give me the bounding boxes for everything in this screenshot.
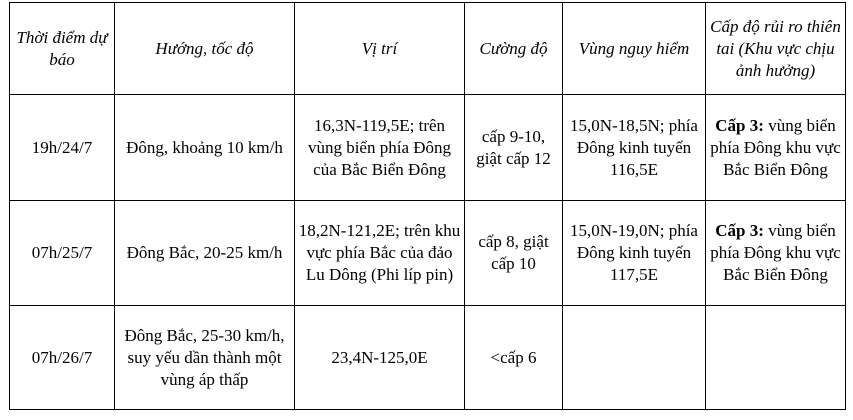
table-row (10, 306, 846, 410)
risk-area: vùng biển phía Đông khu vực Bắc Biển Đông (710, 115, 841, 179)
table-row (10, 95, 846, 201)
cell-danger-zone: 15,0N-18,5N; phía Đông kinh tuyến 116,5E (563, 95, 706, 201)
cell-risk (706, 306, 846, 410)
header-danger-zone: Vùng nguy hiểm (563, 3, 706, 95)
header-risk: Cấp độ rủi ro thiên tai (Khu vực chịu ảnh hưởng) (706, 3, 846, 95)
forecast-table (9, 2, 846, 410)
cell-direction: Đông, khoảng 10 km/h (115, 95, 295, 201)
header-time: Thời điểm dự báo (10, 3, 115, 95)
cell-position: 23,4N-125,0E (295, 306, 465, 410)
cell-time: 07h/26/7 (10, 306, 115, 410)
cell-time: 19h/24/7 (10, 95, 115, 201)
risk-level: Cấp 3: (715, 115, 764, 135)
header-position: Vị trí (295, 3, 465, 95)
cell-position: 16,3N-119,5E; trên vùng biển phía Đông của Bắc Biển Đông (295, 95, 465, 201)
header-direction: Hướng, tốc độ (115, 3, 295, 95)
cell-intensity: <cấp 6 (465, 306, 563, 410)
cell-direction: Đông Bắc, 25-30 km/h, suy yếu dần thành một vùng áp thấp (115, 306, 295, 410)
cell-risk (706, 95, 846, 201)
cell-intensity: cấp 9-10, giật cấp 12 (465, 95, 563, 201)
table-row (10, 201, 846, 306)
cell-time: 07h/25/7 (10, 201, 115, 306)
cell-position: 18,2N-121,2E; trên khu vực phía Bắc của đảo Lu Dông (Phi líp pin) (295, 201, 465, 306)
cell-intensity: cấp 8, giật cấp 10 (465, 201, 563, 306)
cell-danger-zone: 15,0N-19,0N; phía Đông kinh tuyến 117,5E (563, 201, 706, 306)
cell-danger-zone (563, 306, 706, 410)
header-row (10, 3, 846, 95)
cell-direction: Đông Bắc, 20-25 km/h (115, 201, 295, 306)
header-intensity: Cường độ (465, 3, 563, 95)
cell-risk (706, 201, 846, 306)
risk-area: vùng biển phía Đông khu vực Bắc Biển Đông (710, 221, 841, 284)
risk-level: Cấp 3: (715, 221, 764, 240)
